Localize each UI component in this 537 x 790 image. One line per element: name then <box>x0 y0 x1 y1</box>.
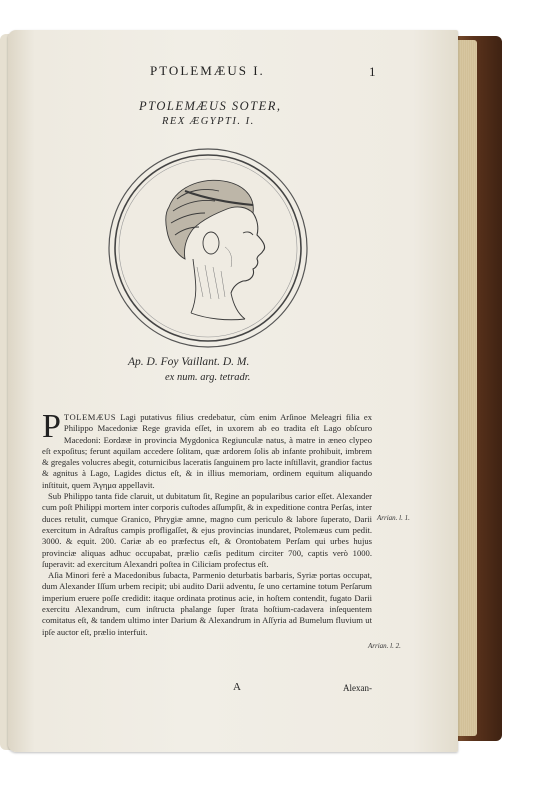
medallion-caption-coin: ex num. arg. tetradr. <box>165 372 251 383</box>
first-word: TOLEMÆUS <box>63 412 116 422</box>
paragraph-3: Aſia Minori ferè a Macedonibus ſubacta, Parmenio deturbatis barbaris, Syriæ portas occupat, dum Alexander Iſſum urbem recipit; ubi audito Darii adventu, ſe uno certamine totum Perſarum imperium eruere poſſe credidit: itaque ordinata protinus acie, in hoſtem contendit, fugato Darii exercitu Alexandrum, cum inſtructa phalange ſuper ſtrata hoſtium-cadavera inſequentem comitatus eſt, & tandem ultimo inter Darium & Alexandrum in Aſſyria ad Bumelum fluvium ut ipſe auctor eſt, prælio interfuit. <box>42 570 372 637</box>
body-text <box>42 408 372 638</box>
margin-note-arrian-2: Arrian. l. 2. <box>368 642 401 650</box>
paragraph-2: Sub Philippo tanta fide claruit, ut dubitatum ſit, Regine an popularibus carior eſſet. Alexander cum poſt Philippi mortem inter corporis cuſtodes aſſumpſit, & in expeditione contra Perſas, inter duces retulit, cumque Granico, Phrygiæ amne, magno cum periculo & labore ſuperato, Darii exercitum in Adraſtus campis profligaſſet, & ejus provincias inundaret, Ptolemæus cum pedit. 3000. & equit. 200. Cariæ ab eo præfectus eſt, & Orontobatem Perſam qui urbes hujus provinciæ aliquas adhuc occupabat, prælio cæſis peditum circiter 700, captis verò 1000. ſuperavit: ad exercitum Alexandri poſtea in Ciliciam profectus eſt. <box>42 491 372 569</box>
margin-note-arrian-1: Arrian. l. 1. <box>377 514 410 522</box>
signature-mark: A <box>233 681 241 693</box>
catchword: Alexan- <box>343 683 372 693</box>
paragraph-1-text: Lagi putativus filius credebatur, cùm enim Arſinoe Meleagri filia ex Philippo Macedoniæ Rege gravida eſſet, in uxorem ab eo tradita eſt Lago obſcuro Macedoni: Eordææ in provincia Mygdonica Regiunculæ natus, à matre in æneo clypeo eſt expoſitus; ferunt aquilam accedere ſolitam, quæ ardorem ſolis ab infante prohibuit, imbrem & gregales volucres abegit, coturnicibus laceratis ſanguinem pro lacte inſtillavit, grandior factus & agnitus à Lago, Lagides dictus eſt, & in illius memoriam, ordinem equitum aliquando inſtituit, quem Ἀγημα appellavit. <box>42 412 372 490</box>
drop-cap: P <box>42 408 61 445</box>
coin-portrait-medallion <box>107 147 309 349</box>
portrait-title: PTOLEMÆUS SOTER, <box>139 99 282 113</box>
paragraph-1 <box>42 408 372 491</box>
portrait-subtitle: REX ÆGYPTI. I. <box>162 116 255 127</box>
page-number: 1 <box>369 64 376 79</box>
medallion-caption-source: Ap. D. Foy Vaillant. D. M. <box>128 356 250 368</box>
running-head: PTOLEMÆUS I. <box>150 63 265 78</box>
